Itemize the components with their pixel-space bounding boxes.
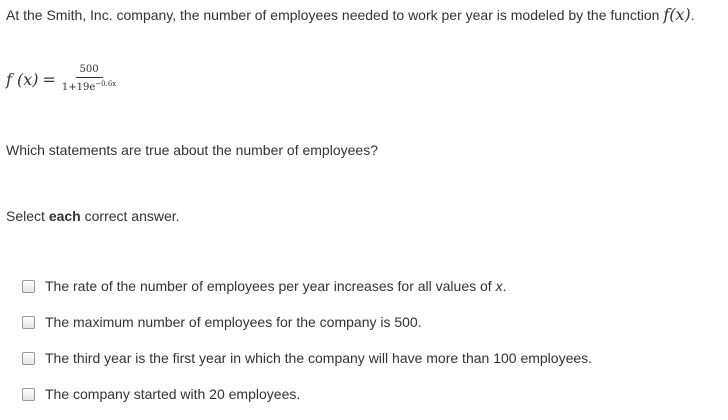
- answer-option-2[interactable]: [22, 312, 592, 332]
- intro-sentence: At the Smith, Inc. company, the number of employees needed to work per year is modeled by the function: [6, 7, 664, 23]
- option-label[interactable]: The maximum number of employees for the company is 500.: [45, 314, 422, 330]
- answer-option-1[interactable]: [22, 276, 592, 296]
- formula-equals: =: [42, 69, 56, 89]
- formula-lhs: f (x): [6, 69, 39, 89]
- function-name: f(x): [663, 5, 691, 24]
- option-label[interactable]: The third year is the first year in which the company will have more than 100 employees.: [45, 350, 593, 366]
- option-label[interactable]: The company started with 20 employees.: [45, 386, 301, 402]
- instruction-emphasis: each: [48, 208, 81, 224]
- checkbox[interactable]: [22, 316, 35, 329]
- checkbox[interactable]: [22, 388, 35, 401]
- formula-denominator: [62, 78, 116, 93]
- instruction-suffix: correct answer.: [80, 208, 180, 224]
- answer-option-3[interactable]: [22, 348, 592, 368]
- checkbox[interactable]: [22, 280, 35, 293]
- option-variable: x: [495, 278, 503, 294]
- answer-options: [22, 276, 592, 420]
- option-text-part: The rate of the number of employees per year increases for all values of: [45, 278, 496, 294]
- denominator-base: 1+19e: [61, 82, 96, 93]
- formula-numerator: 500: [76, 65, 103, 78]
- intro-text: [6, 5, 695, 24]
- instruction-prefix: Select: [6, 208, 49, 224]
- option-text-end: .: [502, 278, 507, 294]
- checkbox[interactable]: [22, 352, 35, 365]
- formula-fraction: [62, 65, 116, 93]
- function-formula: [6, 65, 116, 93]
- instruction-text: [6, 208, 180, 224]
- answer-option-4[interactable]: [22, 384, 592, 404]
- denominator-exponent: −0.6x: [95, 80, 117, 88]
- option-label[interactable]: [45, 278, 506, 294]
- intro-period: .: [690, 7, 695, 23]
- question-text: Which statements are true about the number of employees?: [6, 142, 378, 158]
